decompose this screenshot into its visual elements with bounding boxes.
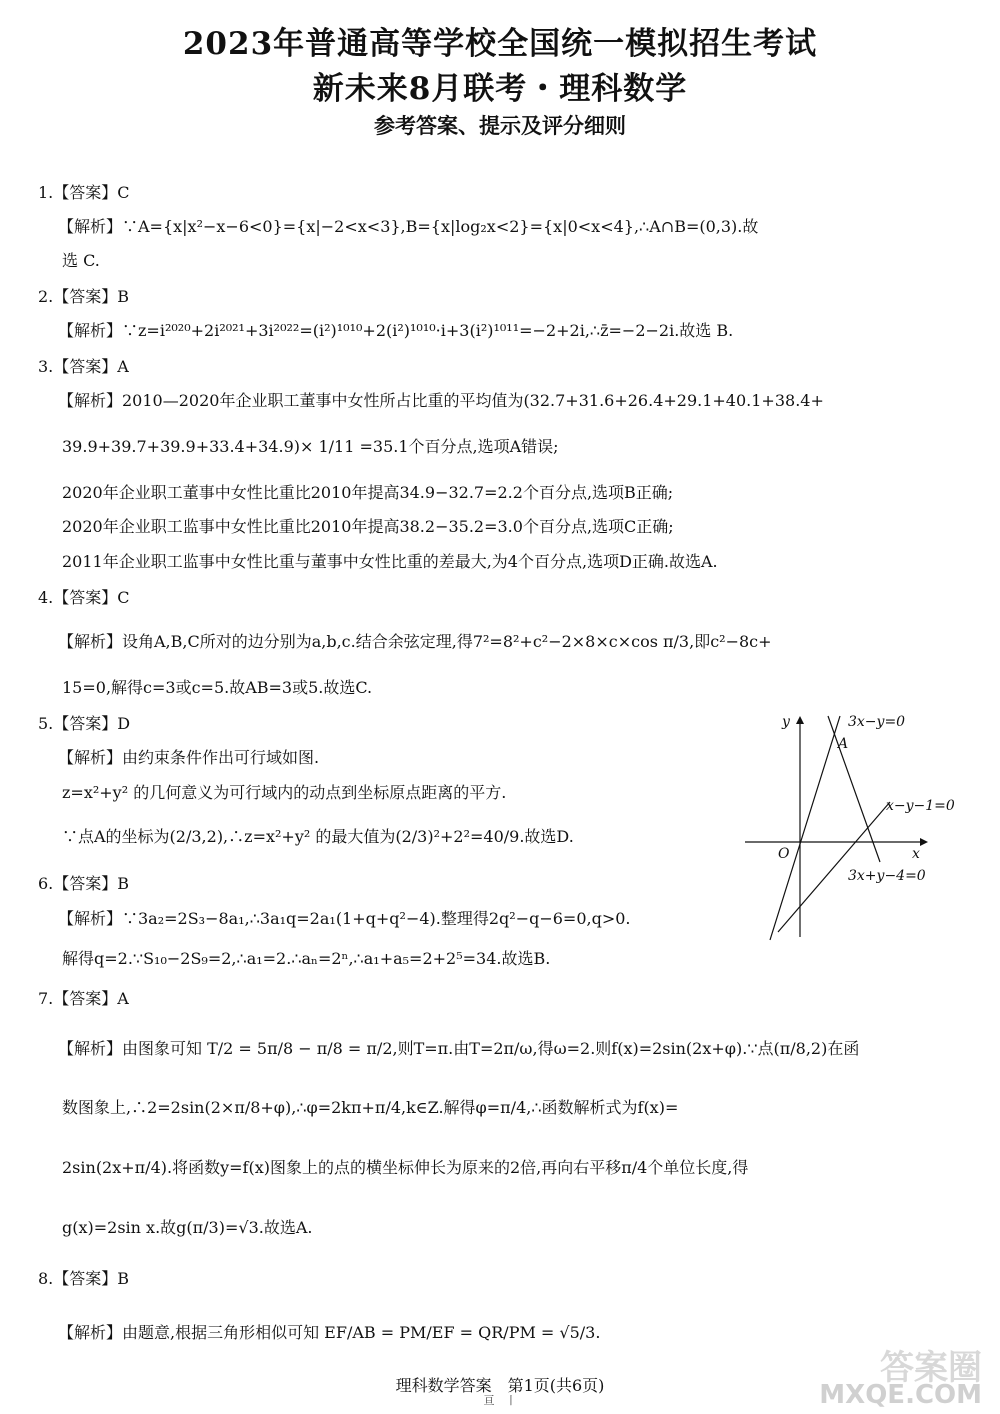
answer-line: 6.【答案】B — [38, 874, 130, 893]
answer-line: 【解析】由题意,根据三角形相似可知 EF/AB = PM/EF = QR/PM = √5/3. — [58, 1323, 601, 1342]
line-3x+y-4-0 — [828, 716, 880, 862]
watermark-site: MXQE.COM — [819, 1380, 982, 1410]
answer-line: 【解析】∵3a₂=2S₃−8a₁,∴3a₁q=2a₁(1+q+q²−4).整理得2q²−q−6=0,q>0. — [58, 909, 631, 928]
answer-line: 【解析】设角A,B,C所对的边分别为a,b,c.结合余弦定理,得7²=8²+c²−2×8×c×cos π/3,即c²−8c+ — [58, 632, 772, 651]
answer-line: 5.【答案】D — [38, 714, 131, 733]
origin-label: O — [778, 846, 790, 862]
answer-line: 4.【答案】C — [38, 588, 130, 607]
line-3x-y-0 — [770, 716, 840, 940]
point-a-label: A — [838, 736, 849, 752]
answer-key-heading: 参考答案、提示及评分细则 — [374, 113, 626, 138]
answer-line: 2sin(2x+π/4).将函数y=f(x)图象上的点的横坐标伸长为原来的2倍,再向右平移π/4个单位长度,得 — [62, 1158, 749, 1177]
answer-line: ∵点A的坐标为(2/3,2),∴z=x²+y² 的最大值为(2/3)²+2²=40/9.故选D. — [62, 827, 574, 846]
x-axis-label: x — [912, 846, 920, 862]
page-footer: 理科数学答案 第1页(共6页) — [395, 1376, 605, 1395]
x-axis-arrow — [920, 838, 928, 846]
line3-label: 3x+y−4=0 — [848, 868, 926, 884]
line1-label: 3x−y=0 — [848, 714, 906, 730]
answer-line: 【解析】∵z=i²⁰²⁰+2i²⁰²¹+3i²⁰²²=(i²)¹⁰¹⁰+2(i²)¹⁰¹⁰·i+3(i²)¹⁰¹¹=−2+2i,∴z̄=−2−2i.故选 B. — [58, 321, 734, 340]
answer-line: 8.【答案】B — [38, 1269, 130, 1288]
answer-line: g(x)=2sin x.故g(π/3)=√3.故选A. — [62, 1218, 313, 1237]
answer-line: 2020年企业职工监事中女性比重比2010年提高38.2−35.2=3.0个百分点,选项C正确; — [62, 517, 674, 536]
answer-line: 【解析】由图象可知 T/2 = 5π/8 − π/8 = π/2,则T=π.由T=2π/ω,得ω=2.则f(x)=2sin(2x+φ).∵点(π/8,2)在函 — [58, 1039, 860, 1058]
feasible-region-figure — [740, 712, 990, 942]
page-footer-sub: 亘 丨 — [483, 1394, 517, 1407]
answer-line: 39.9+39.7+39.9+33.4+34.9)× 1/11 =35.1个百分点,选项A错误; — [62, 437, 559, 456]
exam-title: 2023年普通高等学校全国统一模拟招生考试 — [182, 26, 818, 62]
watermark-logo: 答案圈 — [880, 1348, 982, 1388]
exam-subtitle: 新未来8月联考・理科数学 — [312, 71, 688, 107]
line-x-y-1-0 — [778, 802, 890, 932]
answer-line: 7.【答案】A — [38, 989, 129, 1008]
line2-label: x−y−1=0 — [886, 798, 955, 814]
answer-line: 选 C. — [62, 251, 100, 270]
answer-line: 解得q=2.∵S₁₀−2S₉=2,∴a₁=2.∴aₙ=2ⁿ,∴a₁+a₅=2+2⁵=34.故选B. — [62, 949, 551, 968]
answer-line: 【解析】∵A={x|x²−x−6<0}={x|−2<x<3},B={x|log₂x<2}={x|0<x<4},∴A∩B=(0,3).故 — [58, 217, 759, 236]
answer-line: 数图象上,∴2=2sin(2×π/8+φ),∴φ=2kπ+π/4,k∈Z.解得φ=π/4,∴函数解析式为f(x)= — [62, 1098, 679, 1117]
answer-line: 3.【答案】A — [38, 357, 129, 376]
y-axis-label: y — [782, 714, 790, 730]
answer-line: 【解析】2010—2020年企业职工董事中女性所占比重的平均值为(32.7+31.6+26.4+29.1+40.1+38.4+ — [58, 391, 824, 410]
answer-line: 【解析】由约束条件作出可行域如图. — [58, 748, 320, 767]
y-axis-arrow — [796, 716, 804, 724]
answer-line: z=x²+y² 的几何意义为可行域内的动点到坐标原点距离的平方. — [62, 783, 507, 802]
answer-line: 15=0,解得c=3或c=5.故AB=3或5.故选C. — [62, 678, 373, 697]
answer-line: 2020年企业职工董事中女性比重比2010年提高34.9−32.7=2.2个百分点,选项B正确; — [62, 483, 674, 502]
answer-line: 2.【答案】B — [38, 287, 130, 306]
answer-line: 2011年企业职工监事中女性比重与董事中女性比重的差最大,为4个百分点,选项D正确.故选A. — [62, 552, 718, 571]
answer-line: 1.【答案】C — [38, 183, 130, 202]
